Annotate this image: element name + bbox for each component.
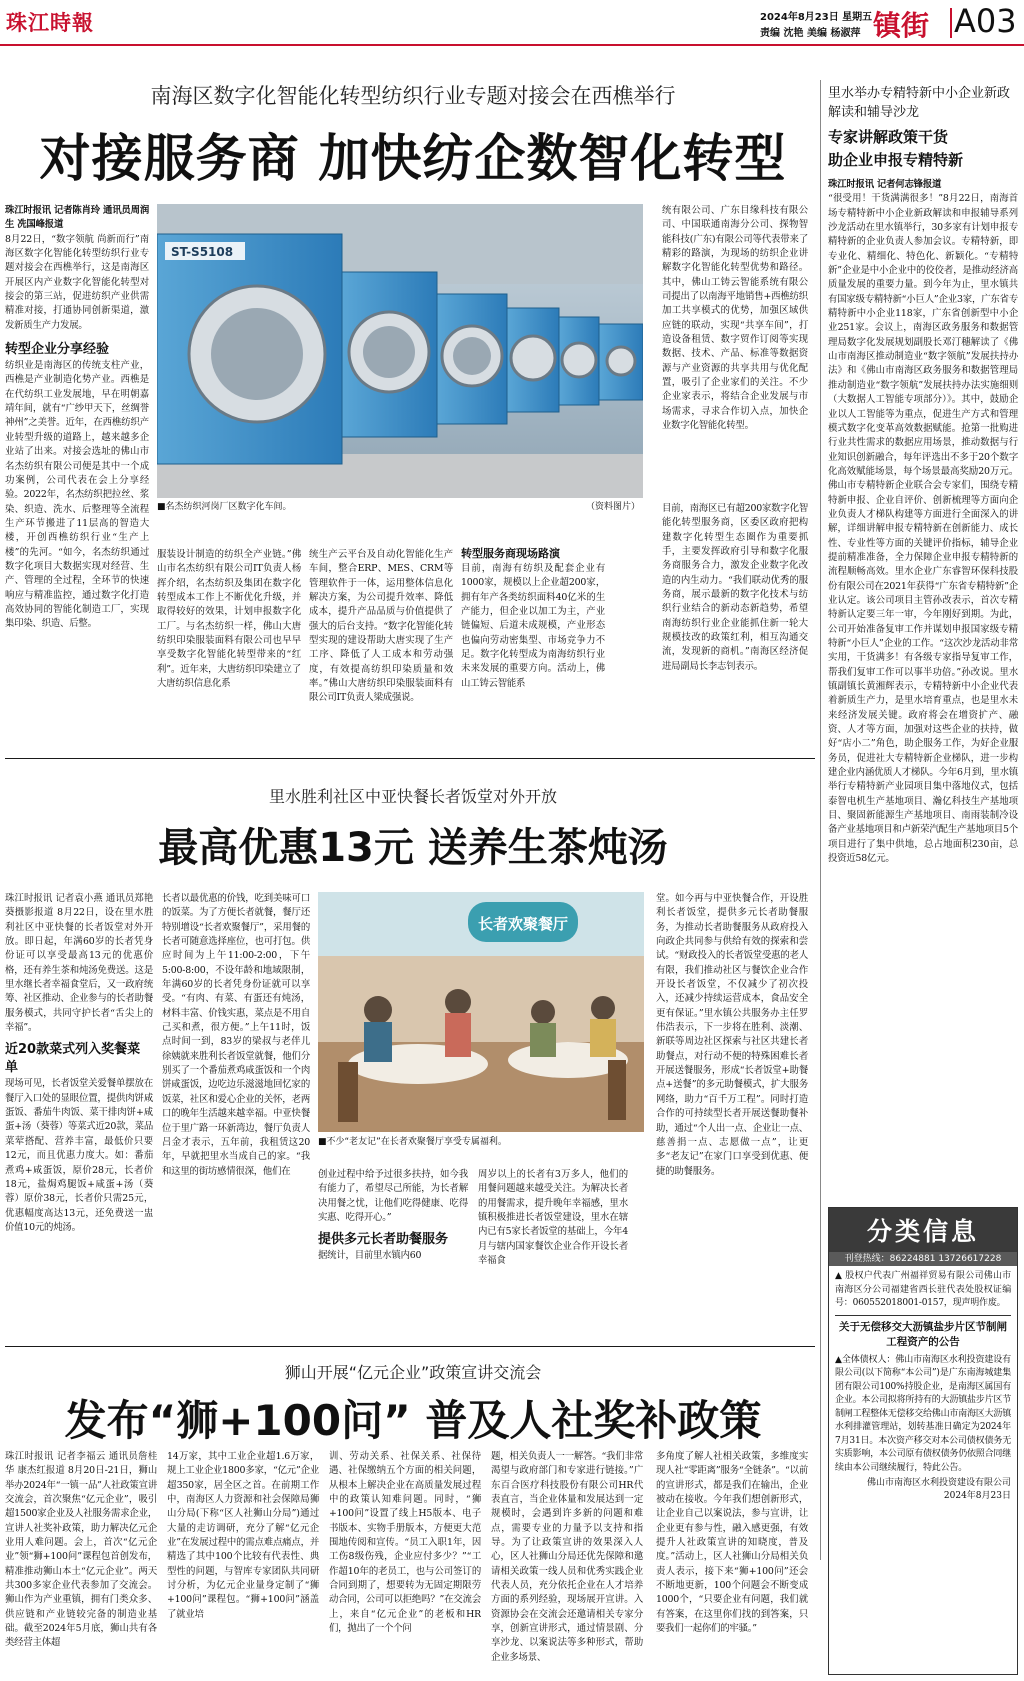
story1-lead: 8月22日，“数字领航 尚新而行”南海区数字化智能化转型纺织行业专题对接会在西樵举行，这是南海区开展区内产业数字化智能化转型对接会的第三站，促进纺织产业供需精准对接，打通协同创新渠道，激发新质生产力发展。 [5, 233, 149, 331]
story2-col-5: 堂。如今再与中亚快餐合作，开设胜利长者饭堂，提供多元长者助餐服务，为推动长者助餐服务从政府投入向政企共同参与供给有效的探索和尝试。“财政投入的长者饭堂受惠的老人有限，我们推动社区与餐饮企业合作开设长者饭堂，不仅减少了初次投入，还减少持续运营成本，食品安全更有保证。”里水镇公共服务办主任罗伟浩表示，下一步将在胜利、淡潮、新联等周边社区探索与社区共建长者助餐点，对行动不便的特殊困难长者开展送餐服务，形成“长者饭堂+助餐点+送餐”的多元助餐模式，扩大服务网络，助力“百千万工程”。同时打造合作的可持续型长者开展送餐助餐补助，通过“个人出一点、企业让一点、慈善捐一点、志愿做一点”，让更多“老友记”在家门口享受到优惠、便捷的助餐服务。 [656, 893, 808, 1177]
story1-kicker: 南海区数字化智能化转型纺织行业专题对接会在西樵举行 [150, 84, 676, 108]
story1-col-2: 服装设计制造的纺织全产业链。”佛山市名杰纺织有限公司IT负责人杨挥介绍，名杰纺织及集团在数字化转型成本工作上不断优化升级，并取得较好的效果，计划申报数字化工厂。与名杰纺织一样，佛山大唐纺织印染服装面料有限公司也早早享受数字化智能化转型带来的“红利”。近年来，大唐纺织印染建立了大唐纺织信息化系 [157, 549, 301, 690]
classified-phones: 刊登热线：86224881 13726617228 [829, 1252, 1017, 1266]
laundry-machines-photo [157, 204, 643, 498]
sidebar-text: “很受用！干货满满很多！”8月22日，南海首场专精特新中小企业新政解读和申报辅导系列沙龙活动在里水镇举行，30多家有计划申报专精特新的企业负责人参加会议。专精特新，即专业化、精细化、特色化、新颖化。“专精特新”企业是中小企业中的佼佼者，是推动经济高质量发展的重要力量。到今年为止，里水镇共有国家级专精特新“小巨人”企业3家，广东省专精特新中小企业118家，广东省创新型中小企业251家。会议上，南海区政务服务和数据管理局数字化发展规划副股长邓汀穗解读了《佛山市南海区推动制造业“数字领航”发展扶持办法》和《佛山市南海区政务服务和数据管理局推动制造业“数字领航”发展扶持办法实施细则（大数据人工智能专项部分）》。其中，鼓励企业以人工智能等为重点，促进生产方式和管理模式数字化变革高效数据赋能。抢第一批购进行业共性需求的数据应用场景，推动数据与行业知识创新融合，每年评选出不多于20个数字化高效赋能场景，每个场景最高奖励20万元。佛山市专精特新企业联合会专家们，围绕专精特新申报、企业自评价、创新梳理等方面向企业负责人才梯队构建等方面进行全面深入的讲解，详细讲解申报专精特新在创新能力、成长性、专业性等方面的关键评价指标，辅导企业提前精准准备，全力保障企业申报专精特新的流程顺畅高效。里水企业广东睿智环保科技股份有限公司在2021年获得“广东省专精特新”企业认定。该公司项目主管孙改表示，首次专精特新认定要三年一审，今年刚好到期。为此，公司开始准备复审工作并谋划申报国家级专精特新“小巨人”企业的工作。“这次沙龙活动非常实用，干货满多！有各级专家指导复审工作，帮我们复审工作可以事半功倍。”孙改说。里水镇副镇长黄湘辉表示，专精特新中小企业代表着新质生产力，是里水培育重点，也是里水未来经济发展关键。政府将会在增资扩产、融资、人才等方面，加强对这些企业的扶持，做好“店小二”角色，助企服务工作，为好企业服务员，促进社大专精特新企业梯队，进一步构建企业内涵优质人才梯队。今年6月到，里水镇举行专精特新产业园项目集中落地仪式，包括泰智电机生产基地项目、瀚亿科技生产基地项目、聚固新能源生产基地项目、南雨装制冷设备产业基地项目和卢新荣汽配生产基地项目5个项目进行了集中供地，总占地面积230亩，总投资近58亿元。 [828, 193, 1018, 865]
story1-photo-caption: ■名杰纺织河岗厂区数字化车间。 [157, 502, 292, 512]
story3-col-2: 14万家，其中工业企业超1.6万家，规上工业企业1800多家，“亿元”企业超350家，居全区之首。在前期工作中，南海区人力资源和社会保障局狮山分局(下称“区人社狮山分局”)通过大量的走访调研，充分了解“亿元企业”在发展过程中的需点难点痛点，并精选了其中100个比较有代表性、典型性的问题，与智库专家团队共同研讨分析，为亿元企业量身定制了“狮+100问”课程包。“狮+100问”涵盖了就业培 [167, 1451, 319, 1620]
story1-col-5: 统有限公司、广东目缘科技有限公司、中国联通南海分公司、探物智能科技(广东)有限公司等代表带来了精彩的路演，为现场的纺织企业讲解数字化智能化转型优势和路径。其中，佛山工铸云智能系统有限公司提出了以南海平地销售+西樵纺织加工共享模式的优势，加强区域供应链的联动，实现“共享车间”，打造设备租赁、数字贸作订阅等实现数据、技术、产品、标准等数据资源与产业资源的共享共用与优化配置，吸引了企业家们的关注。不少企业家表示，将结合企业发展与市场需求，寻求合作切入点，加快企业数字化智能化转型。 [662, 205, 808, 432]
masthead-date: 2024年8月23日 星期五 [760, 12, 873, 23]
notice-title: 关于无偿移交大沥镇盐步片区节制闸工程资产的公告 [839, 1320, 1007, 1348]
story3-kicker: 狮山开展“亿元企业”政策宣讲交流会 [284, 1363, 542, 1382]
story1-col-4: 转型服务商现场路演 目前，南海有纺织及配套企业有1000家，规模以上企业超200家，拥有年产各类纺织面料40亿米的生产能力，但企业以加工为主，产业链偏短、后道未成规模，产业形态也偏向劳动密集型、市场竞争力不足。数字化转型成为南海纺织行业未来发展的重要方向。活动上，佛山工铸云智能系 [461, 547, 605, 689]
story2-subhead-1: 近20款菜式列入奖餐菜单 [5, 1042, 141, 1076]
story2-headline: 最高优惠13元 送养生茶炖汤 [158, 825, 668, 871]
story2-col-1: 珠江时报讯 记者袁小燕 通讯员郑艳葵摄影报道 8月22日，设在里水胜利社区中亚快餐的长者饭堂对外开放。即日起，年满60岁的长者凭身份证可以享受最高13元的优惠价格，还有养生茶和炖汤免费送。这是里水继长者幸福食堂后，又一政府统筹、社区推动、企业参与的长者助餐服务模式，共同守护长者“舌尖上的幸福”。 近20款菜式列入奖餐菜单 现场可见，长者饭堂关爱餐单摆放在餐厅入口处的显眼位置，提供肉饼咸蛋饭、番茄牛肉饭、菜干排肉饼+咸蛋+汤（葵蓉）等菜式近20款，菜品菜荤搭配、营养丰富，最低价只要12元，而且优惠力度大。如：番茄煮鸡+咸蛋饭，原价28元，长者价18元，盐焗鸡腿饭+咸蛋+汤（葵蓉）原价38元，长者价只需25元，优惠幅度高达13元，还免费送一盅价值10元的炖汤。 [5, 893, 153, 1233]
page-number: A03 [954, 2, 1017, 40]
story1-photo [157, 204, 643, 498]
sidebar-headline-1: 专家讲解政策干货 [828, 128, 949, 146]
machine-model-label: ST-S5108 [171, 245, 234, 259]
classified-divider [835, 1315, 1011, 1316]
story3-headline: 发布“狮+100问” 普及人社奖补政策 [64, 1396, 762, 1445]
story2-col-4: 周岁以上的长者有3万多人，他们的用餐问题越来越受关注。为解决长者的用餐需求，提升晚年幸福感，里水镇积极推进长者饭堂建设，里水在辖内已有5家长者饭堂的基础上，今年4月与辖内国家餐饮企业合作开设长者幸福食 [478, 1169, 628, 1267]
story2-photo [318, 892, 644, 1132]
story1-divider [5, 758, 815, 759]
story1-col-3: 统生产云平台及自动化智能化生产车间，整合ERP、MES、CRM等管理软件于一体，运用整体信息化解决方案，为公司提升效率、降低成本，提升产品品质与价值提供了强大的后台支持。“数字化智能化转型实现的建设帮助大唐实现了生产工序、降低了人工成本和劳动强度，有效提高纺织印染质量和效率。”佛山大唐纺织印染服装面料有限公司IT负责人梁成强说。 [309, 549, 453, 704]
notice-body: ▲全体债权人：佛山市南海区水利投资建设有限公司(以下简称“本公司”)是广东南海城建集团有限公司100%持股企业，是南海区属国有企业。本公司拟将所持有的大沥镇盐步片区节制闸工程整体无偿移交给佛山市南海区大沥镇水利排灌管理站，划转基准日确定为2024年7月31日。本次资产移交对本公司债权债务无实质影响，本公司原有债权债务仍依照合同继续由本公司继续履行，特此公告。 [835, 1354, 1012, 1473]
classified-ad-1: ▲ 股权户代表广州福祥贸易有限公司佛山市南海区分公司福建省西长驻代表处股权证编号：060552018001-0157，现声明作废。 [835, 1271, 1011, 1308]
story3-col-1: 珠江时报讯 记者李福云 通讯员詹桂华 康杰红报道 8月20日-21日，狮山举办2024年“一镇一品”人社政策宣讲交流会，首次聚焦“亿元企业”，吸引超1500家企业及人社服务需求企业，宣讲人社奖补政策，助力解决亿元企业用人难问题。会上，首次“亿元企业”领“狮+100问”课程包首创发布，精准推动狮山本土“亿元企业”。两天共300多家企业代表参加了交流会。狮山作为产业重镇，拥有门类众多、供应链和产业链较完备的制造业基础。截至2024年5月底，狮山共有各类经营主体超 [5, 1451, 157, 1649]
dining-hall-photo [318, 892, 644, 1132]
story3-col-3: 训、劳动关系、社保关系、社保待遇、社保缴纳五个方面的相关问题，从根本上解决企业在高质量发展过程中的政策认知难问题。同时，“狮+100问”设置了线上H5版本、电子书版本、实物手册版本，方便更大范围地传阅和宣传。“员工入职1年，因工伤8级伤残，企业应付多少？”“工作超10年的老员工，也与公司签订的合同到期了，想要转为无固定期限劳动合同，公司可以拒绝吗？”在交流会上，来自“亿元企业”的老板和HR们，抛出了一个个问 [329, 1451, 481, 1635]
story1-photo-credit: （资料图片） [586, 502, 641, 512]
sidebar-byline: 珠江时报讯 记者何志锋报道 [828, 179, 942, 190]
story1-col-1-text: 纺织业是南海区的传统支柱产业，西樵是产业制造化势产业。西樵是在代纺织工业发展地，早在明朝嘉靖年间，就有“广纱甲天下，丝绸誉神州”之美誉。近年，在西樵纺织产业转型升级的道路上，越来越多企业站了出来。对接会选址的佛山市名杰纺织有限公司便是其中一个成功案例，公司代表在会上分享经验。2022年，名杰纺织把拉丝、浆染、织造、洗水、后整理等全流程生产环节搬进了11层高的智造大楼，开创西樵纺织行业“生产上楼”的先河。“如今，名杰纺织通过数字化项目大数据实现对经营、生产、管理的全过程，全环节的快速响应与精准监控，通过数字化打造高效协同的智能化制造工厂，实现集印染、织造、后整。 [5, 360, 149, 630]
story3-col-4: 题，相关负责人一一解答。“我们非常渴望与政府部门和专家进行链接。”广东百合医疗科技股份有限公司HR代表直言，当企业体量和发展达到一定规模时，会遇到许多新的问题和难点，需要专业的力量予以支持和指导。为了让政策宣讲的效果深入人心，区人社狮山分局还优先保障和邀请相关政策一线人员和优秀实践企业代表人员，充分依托企业在人才培养方面的系列经验，现场展开宣讲。入资源协会在交流会还邀请相关专家分享，创新宣讲形式，通过情景剧、分享沙龙、以案说法等多种形式，帮助企业多场景、 [491, 1451, 643, 1663]
classified-box [828, 1207, 1018, 1675]
section-name: 镇街 [873, 9, 930, 42]
sidebar-kicker: 里水举办专精特新中小企业新政解读和辅导沙龙 [828, 86, 1011, 120]
notice-signer: 佛山市南海区水利投资建设有限公司 [866, 1478, 1011, 1488]
story1-subhead-2: 转型服务商现场路演 [461, 547, 560, 560]
story2-kicker: 里水胜利社区中亚快餐长者饭堂对外开放 [268, 787, 557, 806]
classified-title: 分类信息 [866, 1217, 979, 1246]
notice-date: 2024年8月23日 [943, 1491, 1011, 1501]
section-divider [950, 8, 952, 38]
story1-headline: 对接服务商 加快纺企数智化转型 [39, 130, 787, 189]
paper-logo: 珠江時報 [6, 10, 94, 35]
story1-col-6: 目前，南海区已有超200家数字化智能化转型服务商，区委区政府把构建数字化转型生态圈作为重要抓手，主要发挥政府引导和数字化服务商服务合力，激发企业数字化改造的内生动力。“我们联动优秀的服务商，展示最新的数字化技术与纺织行业结合的新动态新趋势，希望南海纺织行业企业能抓住新一轮大规模技改的政策红利，相互沟通交流，发现新的商机。”南海区经济促进局副局长李志钊表示。 [662, 503, 808, 672]
masthead [0, 0, 1024, 48]
story2-col-3: 创业过程中给予过很多扶持，如今我有能力了，希望尽己所能，为长者解决用餐之忧，让他们吃得健康、吃得实惠、吃得开心。” 提供多元长者助餐服务 据统计，目前里水镇内60 [318, 1169, 468, 1262]
story2-photo-caption: ■不少“老友记”在长者欢聚餐厅享受专属福利。 [318, 1137, 507, 1147]
story2-subhead-2: 提供多元长者助餐服务 [318, 1232, 449, 1248]
dining-hall-sign: 长者欢聚餐厅 [477, 915, 569, 933]
sidebar-headline-2: 助企业申报专精特新 [828, 151, 964, 169]
masthead-rule [0, 44, 1024, 46]
story2-col-2: 长者以最优惠的价钱，吃到美味可口的饭菜。为了方便长者就餐，餐厅还特别增设“长者欢聚餐厅”，采用餐的长者可随意选择座位，也可打包。供应时间为上午11:00-2:00，下午5:00-8:00，不设年龄和地域限制，年满60岁的长者凭身份证就可以享受。“有肉、有菜、有蛋还有炖汤，材料丰富、价钱实惠，菜点是不用自己买和煮，很方便。”上午11时，饭点时间一到，83岁的梁叔与老伴儿徐姨就来胜利长者饭堂就餐，他们分别买了一个番茄煮鸡咸蛋饭和一个肉饼咸蛋饭，边吃边乐滋滋地回忆家的饭菜，社区和爱心企业的关怀，老两口的晚年生活越来越幸福。中亚快餐位于里广路一环新湾边，餐厅负责人吕金才表示，五年前，我租赁这20年，早就把里水当成自己的家。“我和这里的街坊感情很深，他们在 [162, 893, 310, 1177]
story2-divider [5, 1346, 815, 1347]
classified-header [829, 1208, 1017, 1252]
story1-subhead-1: 转型企业分享经验 [5, 342, 110, 358]
story1-byline: 珠江时报讯 记者陈肖玲 通讯员周润生 冼国峰报道 [5, 205, 149, 231]
masthead-editors: 责编 沈艳 美编 杨淑萍 [760, 28, 861, 39]
story3-col-5: 多角度了解人社相关政策，多维度实现人社“零距离”服务“全链条”。“以前的宣讲形式，都是我们在输出，企业被动在接收。今年我们想创新形式，让企业自己以案说法，参与宣讲，让企业更有参与性，融入感更强，有效提升人社政策宣讲的知晓度，普及度。”活动上，区人社狮山分局相关负责人表示，接下来“狮+100问”还会不断地更新，100个问题会不断变成1000个，“只要企业有问题，我们就有答案，在这里你们找的到答案，只要我们一起你们的牢骚。” [656, 1451, 808, 1635]
sidebar [828, 84, 1018, 1204]
story1-col-1 [5, 204, 149, 746]
